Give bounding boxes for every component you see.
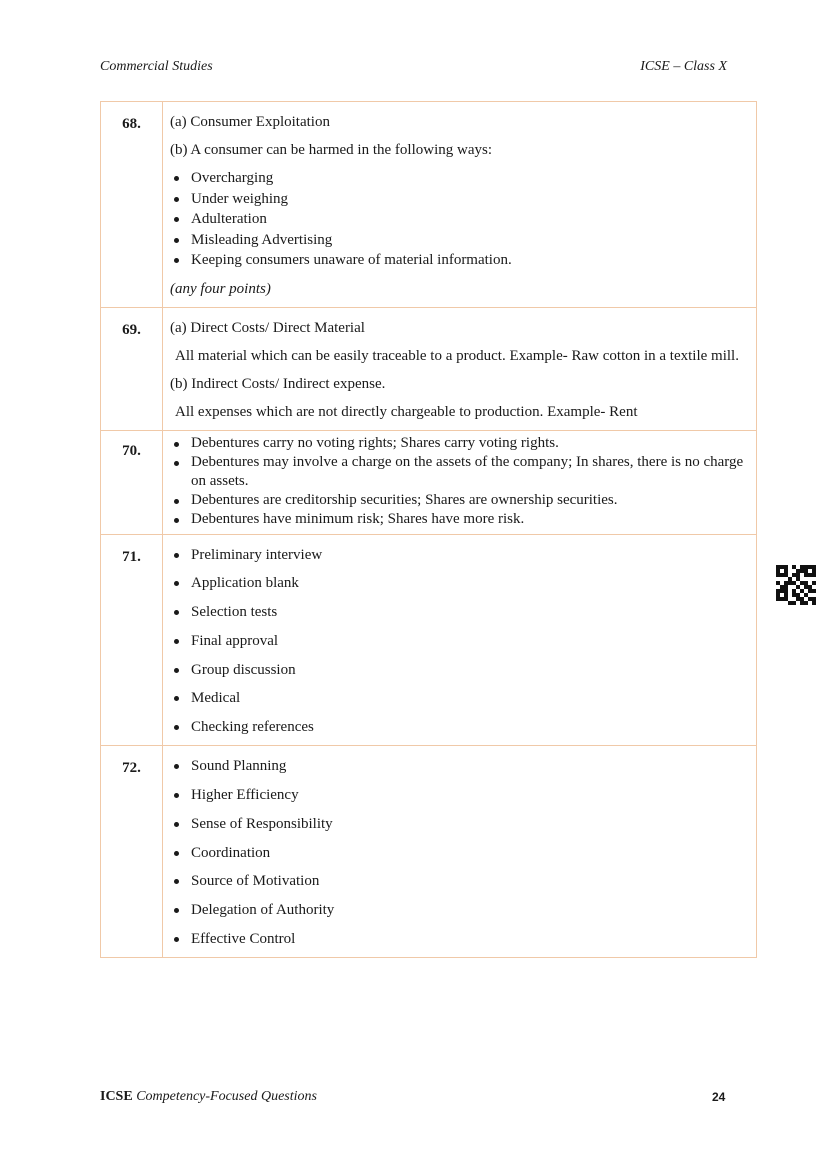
list-item: Higher Efficiency xyxy=(170,785,750,805)
answer-body xyxy=(163,534,757,746)
question-number: 72. xyxy=(101,746,163,958)
list-item: Source of Motivation xyxy=(170,871,750,891)
answer-note: (any four points) xyxy=(170,280,271,297)
list-item: Preliminary interview xyxy=(170,545,750,565)
question-number: 71. xyxy=(101,534,163,746)
bullet-list xyxy=(170,756,750,949)
footer-title xyxy=(100,1089,317,1105)
page-number: 24 xyxy=(712,1090,726,1104)
part-a-heading: (a) Consumer Exploitation xyxy=(170,114,330,130)
list-item: Effective Control xyxy=(170,929,750,949)
header-class: ICSE – Class X xyxy=(640,59,727,74)
list-item: Medical xyxy=(170,688,750,708)
header-subject: Commercial Studies xyxy=(100,59,213,74)
list-item: Delegation of Authority xyxy=(170,900,750,920)
answer-row-71 xyxy=(101,534,757,746)
answer-row-69 xyxy=(101,307,757,430)
answer-body xyxy=(163,746,757,958)
list-item: Debentures carry no voting rights; Shares carry voting rights. xyxy=(170,434,750,453)
qr-code-icon[interactable] xyxy=(776,565,816,605)
part-b-heading: (b) Indirect Costs/ Indirect expense. xyxy=(170,375,386,392)
answer-row-70 xyxy=(101,430,757,534)
list-item: Group discussion xyxy=(170,660,750,680)
list-item: Debentures are creditorship securities; Shares are ownership securities. xyxy=(170,491,750,510)
part-a-heading: (a) Direct Costs/ Direct Material xyxy=(170,319,365,336)
list-item: Selection tests xyxy=(170,602,750,622)
list-item: Debentures may involve a charge on the assets of the company; In shares, there is no charge on assets. xyxy=(170,453,750,491)
question-number: 70. xyxy=(101,430,163,534)
list-item: Adulteration xyxy=(170,209,750,230)
part-a-text: All material which can be easily traceable to a product. Example- Raw cotton in a textile mill. xyxy=(175,347,739,364)
list-item: Keeping consumers unaware of material information. xyxy=(170,250,750,271)
list-item: Debentures have minimum risk; Shares have more risk. xyxy=(170,510,750,529)
list-item: Sense of Responsibility xyxy=(170,814,750,834)
list-item: Overcharging xyxy=(170,168,750,189)
list-item: Application blank xyxy=(170,573,750,593)
answer-body xyxy=(163,307,757,430)
answer-body xyxy=(163,430,757,534)
list-item: Under weighing xyxy=(170,189,750,210)
footer-brand: ICSE xyxy=(100,1089,133,1104)
list-item: Sound Planning xyxy=(170,756,750,776)
bullet-list xyxy=(170,434,750,529)
answer-row-72 xyxy=(101,746,757,958)
bullet-list xyxy=(170,168,750,271)
list-item: Misleading Advertising xyxy=(170,230,750,251)
answer-body xyxy=(163,102,757,308)
part-b-heading: (b) A consumer can be harmed in the following ways: xyxy=(170,142,493,158)
question-number: 69. xyxy=(101,307,163,430)
part-b-text: All expenses which are not directly chargeable to production. Example- Rent xyxy=(175,403,638,420)
list-item: Checking references xyxy=(170,717,750,737)
footer-subtitle: Competency-Focused Questions xyxy=(136,1089,317,1104)
answer-row-68 xyxy=(101,102,757,308)
list-item: Coordination xyxy=(170,843,750,863)
list-item: Final approval xyxy=(170,631,750,651)
answers-table xyxy=(100,101,757,958)
question-number: 68. xyxy=(101,102,163,308)
bullet-list xyxy=(170,545,750,738)
